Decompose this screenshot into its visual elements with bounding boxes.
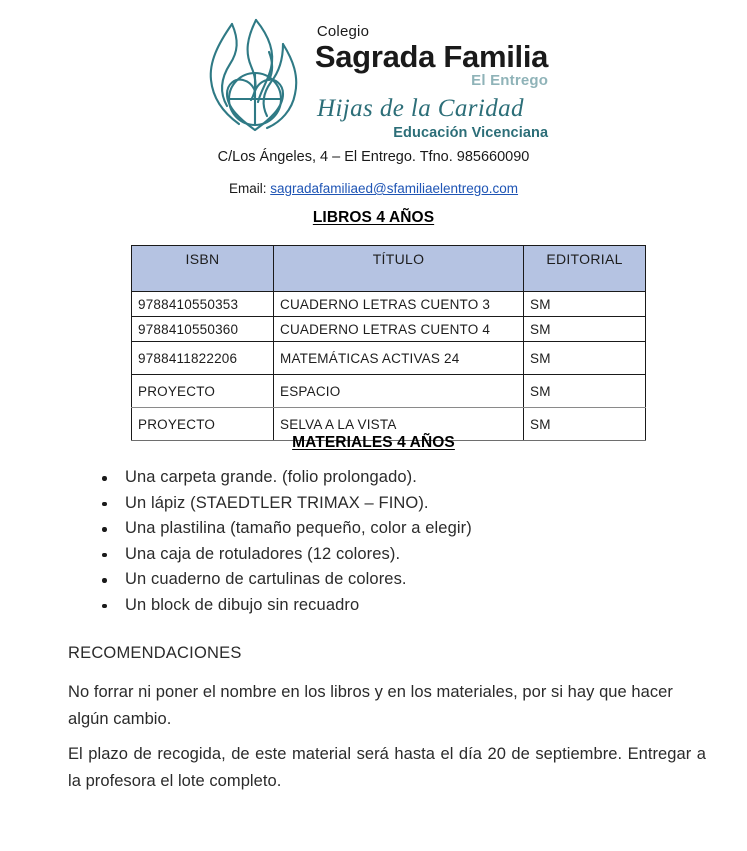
books-section-title-text: LIBROS 4 AÑOS bbox=[312, 209, 435, 226]
list-item: Una plastilina (tamaño pequeño, color a elegir) bbox=[102, 516, 702, 542]
logo-location: El Entrego bbox=[471, 72, 549, 89]
table-row bbox=[132, 342, 646, 375]
materials-section-title bbox=[0, 434, 747, 452]
materials-list bbox=[78, 465, 702, 618]
column-header-titulo: TÍTULO bbox=[274, 246, 524, 292]
table-row bbox=[132, 375, 646, 408]
table-row bbox=[132, 292, 646, 317]
recommendations-paragraph-1: No forrar ni poner el nombre en los libros y en los materiales, por si hay que hacer algún cambio. bbox=[68, 683, 673, 728]
cell-isbn: PROYECTO bbox=[132, 408, 274, 441]
cell-titulo: SELVA A LA VISTA bbox=[274, 408, 524, 441]
logo-script-text: Hijas de la Caridad bbox=[316, 95, 524, 122]
list-item: Una carpeta grande. (folio prolongado). bbox=[102, 465, 702, 491]
cell-isbn: 9788411822206 bbox=[132, 342, 274, 375]
cell-titulo: CUADERNO LETRAS CUENTO 4 bbox=[274, 317, 524, 342]
cell-isbn: 9788410550360 bbox=[132, 317, 274, 342]
email-link[interactable]: sagradafamiliaed@sfamiliaelentrego.com bbox=[270, 181, 519, 196]
flame-heart-cross-emblem bbox=[199, 18, 311, 140]
list-item: Un block de dibujo sin recuadro bbox=[102, 593, 702, 619]
materials-section-title-text: MATERIALES 4 AÑOS bbox=[292, 434, 455, 451]
cell-isbn: PROYECTO bbox=[132, 375, 274, 408]
list-item: Una caja de rotuladores (12 colores). bbox=[102, 542, 702, 568]
recommendations-heading: RECOMENDACIONES bbox=[68, 644, 242, 662]
email-label: Email: bbox=[228, 181, 267, 196]
recommendations-paragraph-2: El plazo de recogida, de este material será hasta el día 20 de septiembre. Entregar a la profesora el lote completo. bbox=[68, 745, 706, 790]
books-table bbox=[131, 245, 646, 441]
logo-subtitle: Educación Vicenciana bbox=[393, 125, 549, 141]
cell-editorial: SM bbox=[524, 408, 646, 441]
logo-inner bbox=[199, 14, 548, 141]
cell-editorial: SM bbox=[524, 342, 646, 375]
list-item: Un lápiz (STAEDTLER TRIMAX – FINO). bbox=[102, 491, 702, 517]
school-logo-header bbox=[0, 14, 747, 146]
logo-wordmark bbox=[315, 14, 548, 141]
cell-titulo: CUADERNO LETRAS CUENTO 3 bbox=[274, 292, 524, 317]
logo-script-hijas-de-la-caridad bbox=[315, 91, 527, 125]
books-section-title bbox=[0, 209, 747, 227]
table-row bbox=[132, 317, 646, 342]
email-line bbox=[0, 180, 747, 198]
list-item: Un cuaderno de cartulinas de colores. bbox=[102, 567, 702, 593]
column-header-editorial: EDITORIAL bbox=[524, 246, 646, 292]
column-header-isbn: ISBN bbox=[132, 246, 274, 292]
cell-titulo: ESPACIO bbox=[274, 375, 524, 408]
logo-colegio-text: Colegio bbox=[316, 23, 370, 40]
cell-editorial: SM bbox=[524, 375, 646, 408]
logo-script-wrap bbox=[315, 91, 527, 125]
cell-editorial: SM bbox=[524, 292, 646, 317]
address-line: C/Los Ángeles, 4 – El Entrego. Tfno. 985660090 bbox=[217, 149, 530, 165]
cell-isbn: 9788410550353 bbox=[132, 292, 274, 317]
books-table-header-row bbox=[132, 246, 646, 292]
cell-editorial: SM bbox=[524, 317, 646, 342]
logo-school-name: Sagrada Familia bbox=[314, 39, 549, 74]
cell-titulo: MATEMÁTICAS ACTIVAS 24 bbox=[274, 342, 524, 375]
